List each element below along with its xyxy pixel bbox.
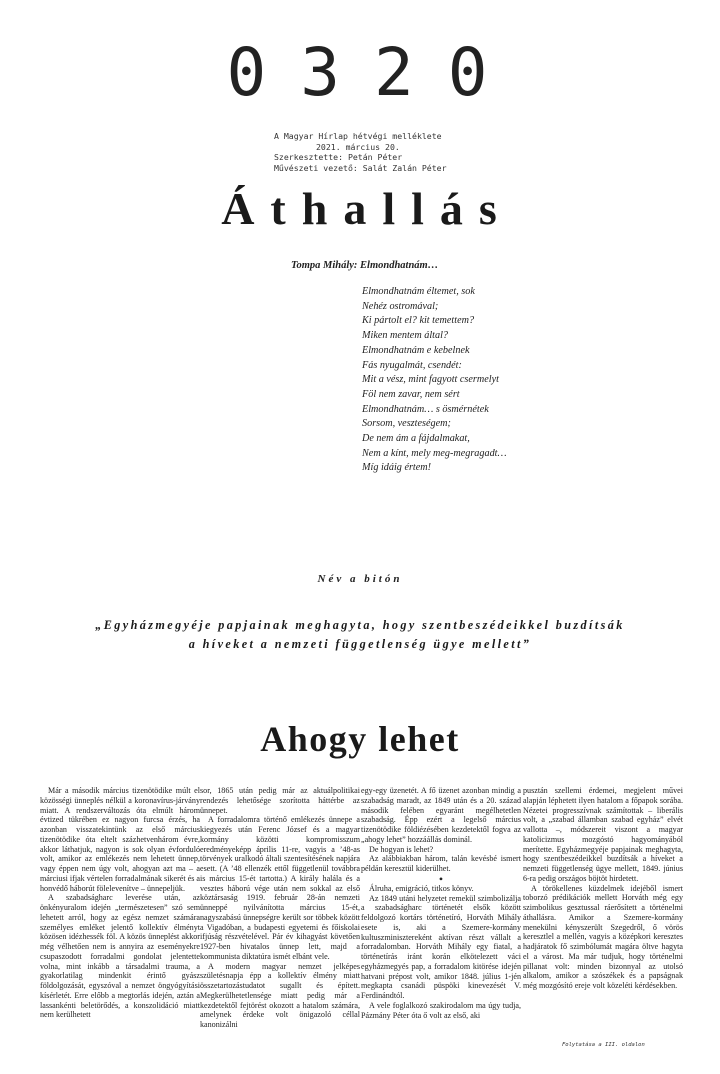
poem-line: Miken mentem által? — [362, 330, 449, 342]
article-column-1 — [40, 786, 200, 1020]
poem-body — [362, 285, 622, 476]
article-column-2 — [200, 786, 360, 1030]
poem-line: Fás nyugalmát, csendét: — [362, 359, 462, 371]
article-column-3 — [361, 786, 521, 1020]
article-paragraph: Álruha, emigráció, titkos könyv. — [369, 883, 474, 893]
article-paragraph: egy-egy üzenetét. A fő üzenet azonban mindig a szabadság maradt, az 1849 után és a 20. század második felében egyaránt megélhetetlen szabadság. Épp ezért a legelső március tizenötödike földiézésében kezdetektől fogva az „ahogy lehet” hozzáállás dominál. — [361, 786, 521, 844]
masthead-info-line: Művészeti vezető: Salát Zalán Péter — [274, 162, 447, 173]
poem-line: Föl nem zavar, nem sért — [362, 388, 460, 400]
article-headline: Ahogy lehet — [260, 719, 460, 759]
pull-quote-line: a híveket a nemzeti függetlenség ügye mellett” — [188, 637, 532, 651]
article-paragraph: A szabadságharc leverése után, az önkényuralom idején „természetesen” szó sem lehetett arról, hogy az egész nemzet számára személyes emléket jelentő kollektív élményt közösen idézhessék föl. A közös ünneplést akkor még vélhetően nem is annyira az eseményekre csupaszodott forradalmi gondolat jelentette volna, mint inkább a társadalmi trauma, a gyakorlatilag mindenkit érintő gyász földolgozását, egyszóval a nemzet öngyógyítási kísérletét. Erre előbb a megtorlás idején, aztán a lassankénti beletörődés, a konszolidáció miatt nem kerülhetett — [40, 893, 200, 1020]
pull-quote — [20, 616, 700, 654]
article-paragraph: sor, 1865 után pedig már az aktuálpolitikai rendezés lehetősége szorította háttérbe az ünnepet. — [200, 786, 360, 815]
poem-line: Míg idáig értem! — [362, 462, 432, 474]
article-paragraph: Az 1849 utáni helyzetet remekül szimbolizálja a szabadságharc történetét elsők között feldolgozó kortárs történetíró, Horváth Mihály esete is, aki a Szemere-kormány kultuszminisztereként aktívan részt vállalt a forradalomban. Horváth Mihály egy fiatal, a történetírás iránt korán elkötelezett vácі egyházmegyés pap, a forradalom kitörése idején hatvani prépost volt, amikor 1848. július 1-jén megkapta csanádi püspöki kinevezését V. Ferdinándtól. — [361, 893, 521, 1000]
poem-line: Ki pártolt el? kit temettem? — [362, 315, 475, 327]
masthead-info — [274, 131, 574, 173]
article-paragraph: De hogyan is lehet? — [369, 844, 434, 854]
article-paragraph: Az alábbiakban három, talán kevésbé ismert példán keresztül kiderülhet. — [361, 854, 521, 873]
continuation-note: Folytatása a III. oldalon — [562, 1042, 645, 1048]
section-divider: • — [438, 871, 444, 886]
article-paragraph: pusztán szellemi érdemei, megjelent művei alapján léphetett ilyen hatalom a főpapok sorába. Nézetei progresszívnak számítottak – liberális volt, a „szabad államban szabad egyház” elvét vallotta –, módszereit viszont a magyar katolicizmus mozgóstó hagyományából merítette. Egyházmegyéje papjainak meghagyta, hogy szentbeszédeikkel buzdítsák a híveket a nemzeti függetlenség ügye mellett, 1849. június 6-ra pedig országos böjtöt hirdetett. — [523, 786, 683, 883]
poem-title: Tompa Mihály: Elmondhatnám… — [291, 260, 439, 271]
article-paragraph: A modern magyar nemzet jelképes születésnapja épp a kollektív élmény miatt összetartozástudatot sugallt és épített. Megkerülhetetlensége miatt pedig már a kezdetektől fejtörést okozott a hatalom számára, amelynek érdeke volt önigazoló céllal kanonizálni — [200, 961, 360, 1029]
poem-line: Sorsom, veszteségem; — [362, 418, 451, 430]
poem-line: De nem ám a fájdalmakat, — [362, 433, 470, 445]
article-paragraph: A vele foglalkozó szakirodalom ma úgy tudja, Pázmány Péter óta ő volt az első, aki — [361, 1000, 521, 1020]
page-title: Áthallás — [221, 183, 513, 234]
poem-line: Elmondhatnám éltemet, sok — [362, 286, 475, 297]
masthead-number: 0320 — [226, 34, 522, 111]
masthead-info-line: A Magyar Hírlap hétvégi melléklete — [274, 131, 442, 141]
article-column-4 — [523, 786, 683, 991]
article-paragraph: A forradalomra történő emlékezés ünnepe a kiegyezés után Ferenc József és a magyar kormány közötti kompromisszum eredményeképp április 11-re, vagyis a ’48-as törvények uralkodó általi szentesítésének napjára esett. (A ’48 ellenzék ettől függetlenül továbbra is március 15-ét tartotta.) A király halála és a vesztes háború vége után nem sokkal az első köztársaság 1919. február 28-án nemzeti ünneppé nyilvánította március 15-ét, nagyszabású ünnepségre került sor többek között a Vigadóban, a budapesti egyetemi és főiskolai ifjúság részvételével. Pár év kihagyást követően 1927-ben hivatalos ünnep lett, majd a kommunista diktatúra ismét elbánt vele. — [200, 815, 360, 961]
poem-line: Elmondhatnám… s ösmérnétek — [362, 403, 489, 415]
article-paragraph: A törökellenes küzdelmek idejéből ismert toborzó prédikációk mellett Horváth még egy szimbolikus gesztussal ráerősített a történelmi áthallásra. Amikor a Szemere-kormány menekülni kényszerült Szegedről, ő vörös keresztlel a mellén, vagyis a középkori keresztes hadjáratok fő szimbólumát magára öltve hagyta el a várost. Ma már tudjuk, hogy történelmi pillanat volt: minden bizonnyal az utolsó alkalom, amikor a szószékek és a papságnak még mozgósító ereje volt közeléti kérdésekben. — [523, 883, 683, 990]
section-label: Név a bitón — [317, 573, 403, 585]
poem-line: Nehéz ostromával; — [362, 300, 439, 312]
poem-line: Nem a kínt, mely meg-megragadt… — [362, 447, 507, 459]
masthead-info-line: 2021. március 20. — [316, 141, 400, 152]
pull-quote-line: „Egyházmegyéje papjainak meghagyta, hogy szentbeszédeikkel buzdítsák — [95, 618, 625, 632]
poem-line: Mit a vész, mint fagyott csermelyt — [362, 374, 499, 386]
poem-line: Elmondhatnám e kebelnek — [362, 344, 470, 356]
article-paragraph: Már a második március tizenötödike múlt el közösségi ünneplés nélkül a koronavírus-járvány miatt. A rendszerváltozás óta elmúlt három évtized tükrében ez nagyon furcsa érzés, ha azonban visszatekintünk az első március tizenötödike óta eltelt százhetvenhárom évre, akkor láthatjuk, nagyon is sok olyan évforduló volt, amikor az emlékezés nem lehetett ünnep, vagy éppen nem úgy volt, ahogyan azt ma – a márciusi ifjak vértelen forradalmának sikerét és a honvédő háborút fölelevenítve – ünnepeljük. — [40, 786, 201, 893]
masthead-info-line: Szerkesztette: Petán Péter — [274, 152, 403, 162]
